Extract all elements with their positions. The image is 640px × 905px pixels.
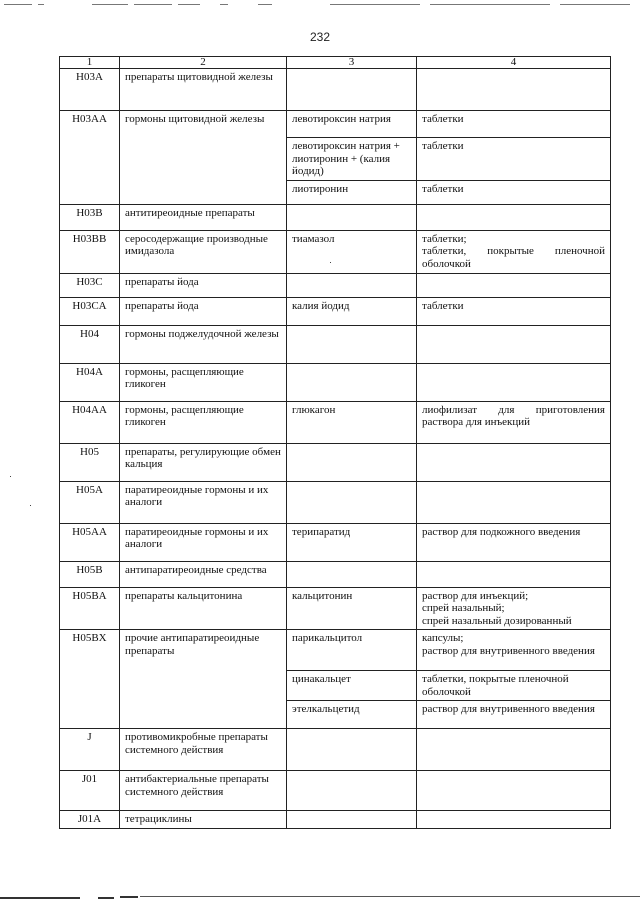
group-name: паратиреоидные гормоны и их аналоги xyxy=(120,481,287,523)
dosage-form-line: раствор для инъекций; xyxy=(422,589,529,602)
page-number: 232 xyxy=(309,30,331,44)
atc-code: H03BB xyxy=(60,230,120,273)
table-row xyxy=(60,443,611,481)
column-header: 1 xyxy=(60,57,120,69)
drug-name: цинакальцет xyxy=(287,671,417,701)
dosage-form xyxy=(417,443,611,481)
drug-name xyxy=(287,811,417,829)
drug-name: тиамазол xyxy=(287,230,417,273)
drug-name xyxy=(287,729,417,771)
dosage-form xyxy=(417,273,611,297)
dosage-form: лиофилизат для приготовления раствора для инъекций xyxy=(417,401,611,443)
dosage-form: раствор для подкожного введения xyxy=(417,523,611,561)
dosage-form xyxy=(417,204,611,230)
drug-name: терипаратид xyxy=(287,523,417,561)
dosage-form xyxy=(417,729,611,771)
group-name: гормоны, расщепляющие гликоген xyxy=(120,363,287,401)
atc-code: H03C xyxy=(60,273,120,297)
group-name: гормоны, расщепляющие гликоген xyxy=(120,401,287,443)
atc-code: H04 xyxy=(60,325,120,363)
atc-code: J01A xyxy=(60,811,120,829)
atc-code: J xyxy=(60,729,120,771)
group-name: противомикробные препараты системного действия xyxy=(120,729,287,771)
drug-name: парикальцитол xyxy=(287,630,417,671)
dosage-form xyxy=(417,771,611,811)
group-name: прочие антипаратиреоидные препараты xyxy=(120,630,287,729)
drug-name: глюкагон xyxy=(287,401,417,443)
atc-code: H04A xyxy=(60,363,120,401)
atc-code: J01 xyxy=(60,771,120,811)
group-name: препараты йода xyxy=(120,297,287,325)
dosage-form: таблетки, покрытые пленочной оболочкой xyxy=(417,671,611,701)
dosage-form: раствор для внутривенного введения xyxy=(417,701,611,729)
dosage-form-line: таблетки, покрытые пленочной оболочкой xyxy=(422,245,605,270)
table-row xyxy=(60,273,611,297)
column-header: 3 xyxy=(287,57,417,69)
atc-code: H04AA xyxy=(60,401,120,443)
atc-code: H03B xyxy=(60,204,120,230)
table-row xyxy=(60,523,611,561)
drug-name xyxy=(287,273,417,297)
group-name: паратиреоидные гормоны и их аналоги xyxy=(120,523,287,561)
dosage-form xyxy=(417,69,611,111)
table-row xyxy=(60,401,611,443)
table-row xyxy=(60,204,611,230)
table-row xyxy=(60,230,611,273)
column-header: 4 xyxy=(417,57,611,69)
drug-name: левотироксин натрия + лиотиронин + (калия йодид) xyxy=(287,138,417,181)
group-name: препараты кальцитонина xyxy=(120,587,287,630)
atc-code: H05A xyxy=(60,481,120,523)
drug-name xyxy=(287,561,417,587)
dosage-form: таблетки xyxy=(417,180,611,204)
drug-name xyxy=(287,481,417,523)
table-row xyxy=(60,587,611,630)
drug-name xyxy=(287,443,417,481)
table-row xyxy=(60,729,611,771)
dosage-form xyxy=(417,363,611,401)
table-row xyxy=(60,771,611,811)
dosage-form xyxy=(417,587,611,630)
group-name: препараты, регулирующие обмен кальция xyxy=(120,443,287,481)
group-name: антипаратиреоидные средства xyxy=(120,561,287,587)
atc-code: H03CA xyxy=(60,297,120,325)
dosage-form: таблетки xyxy=(417,297,611,325)
table-row xyxy=(60,561,611,587)
dosage-form xyxy=(417,561,611,587)
table-row xyxy=(60,325,611,363)
scan-speck xyxy=(30,505,31,506)
group-name: препараты йода xyxy=(120,273,287,297)
dosage-form: таблетки xyxy=(417,111,611,138)
dosage-form xyxy=(417,481,611,523)
atc-code: H05B xyxy=(60,561,120,587)
drug-name xyxy=(287,363,417,401)
dosage-form-line: спрей назальный дозированный xyxy=(422,614,572,627)
atc-code: H05 xyxy=(60,443,120,481)
drug-name: левотироксин натрия xyxy=(287,111,417,138)
atc-code: H05BA xyxy=(60,587,120,630)
table-row xyxy=(60,630,611,671)
table-row xyxy=(60,111,611,138)
dosage-form-line: капсулы; xyxy=(422,632,464,644)
dosage-form xyxy=(417,630,611,671)
atc-code: H05BX xyxy=(60,630,120,729)
dosage-form xyxy=(417,325,611,363)
column-header: 2 xyxy=(120,57,287,69)
group-name: антитиреоидные препараты xyxy=(120,204,287,230)
atc-code: H03A xyxy=(60,69,120,111)
drug-name: этелкальцетид xyxy=(287,701,417,729)
table-row xyxy=(60,297,611,325)
dosage-form-line: спрей назальный; xyxy=(422,602,505,614)
scan-edge-bottom xyxy=(0,893,640,903)
group-name: антибактериальные препараты системного действия xyxy=(120,771,287,811)
drug-name xyxy=(287,204,417,230)
scan-speck xyxy=(10,476,11,477)
dosage-form-line: таблетки; xyxy=(422,232,467,245)
dosage-form-line: раствор для внутривенного введения xyxy=(422,644,595,657)
table-row xyxy=(60,363,611,401)
group-name: препараты щитовидной железы xyxy=(120,69,287,111)
table-row xyxy=(60,481,611,523)
group-name: гормоны поджелудочной железы xyxy=(120,325,287,363)
drug-name xyxy=(287,69,417,111)
drug-name xyxy=(287,771,417,811)
medicines-table xyxy=(59,56,611,829)
table-row xyxy=(60,69,611,111)
drug-name: калия йодид xyxy=(287,297,417,325)
drug-name: лиотиронин xyxy=(287,180,417,204)
scan-edge-top xyxy=(0,2,640,8)
atc-code: H03AA xyxy=(60,111,120,205)
dosage-form xyxy=(417,811,611,829)
drug-name: кальцитонин xyxy=(287,587,417,630)
group-name: серосодержащие производные имидазола xyxy=(120,230,287,273)
atc-code: H05AA xyxy=(60,523,120,561)
group-name: тетрациклины xyxy=(120,811,287,829)
table-row xyxy=(60,811,611,829)
drug-name xyxy=(287,325,417,363)
dosage-form: таблетки xyxy=(417,138,611,181)
table-header-row xyxy=(60,57,611,69)
dosage-form xyxy=(417,230,611,273)
group-name: гормоны щитовидной железы xyxy=(120,111,287,205)
